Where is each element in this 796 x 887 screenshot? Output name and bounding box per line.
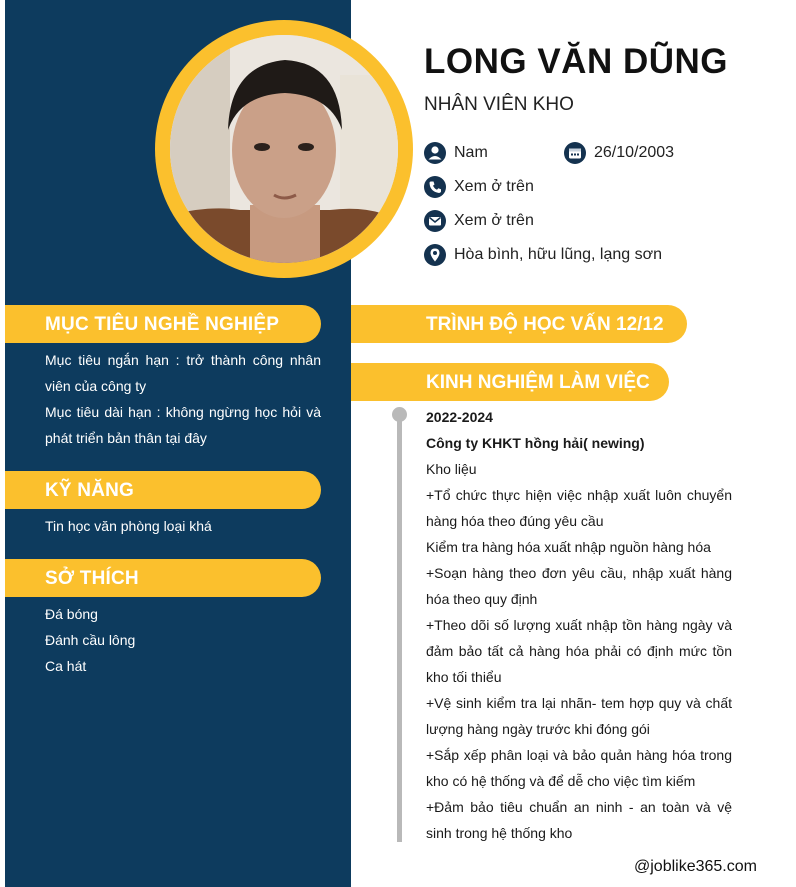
- experience-company: Công ty KHKT hồng hải( newing): [426, 435, 645, 451]
- hobbies-title: SỞ THÍCH: [45, 568, 139, 589]
- career-goal-long-term: Mục tiêu dài hạn : không ngừng học hỏi và phát triển bản thân tại đây: [45, 404, 321, 446]
- birthdate-row: [564, 142, 674, 164]
- experience-line: +Vệ sinh kiểm tra lại nhãn- tem hợp quy và chất lượng hàng ngày trước khi đóng gói: [426, 695, 732, 737]
- phone-value: Xem ở trên: [454, 178, 534, 195]
- experience-line: Kho liệu: [426, 461, 477, 477]
- watermark-text: @joblike365.com: [634, 858, 757, 875]
- user-circle-icon: [424, 142, 446, 164]
- career-goal-heading: [5, 305, 321, 343]
- skill-item: Tin học văn phòng loại khá: [45, 518, 212, 534]
- experience-line: +Theo dõi số lượng xuất nhập tồn hàng ngày và đảm bảo tất cả hàng hóa phải có định mức tồn kho tối thiểu: [426, 617, 732, 685]
- avatar-ring: [155, 20, 413, 278]
- avatar-photo: [170, 35, 398, 263]
- skills-content: [45, 513, 321, 539]
- hobbies-content: [45, 601, 321, 679]
- experience-period: 2022-2024: [426, 409, 493, 425]
- career-goal-title: MỤC TIÊU NGHỀ NGHIỆP: [45, 314, 280, 335]
- hobby-item: Đánh cầu lông: [45, 632, 136, 648]
- education-heading: [351, 305, 687, 343]
- hobbies-heading: [5, 559, 321, 597]
- experience-line: +Đảm bảo tiêu chuẩn an ninh - an toàn và vệ sinh trong hệ thống kho: [426, 799, 732, 841]
- email-value: Xem ở trên: [454, 212, 534, 229]
- career-goal-content: [45, 347, 321, 451]
- experience-line: Kiểm tra hàng hóa xuất nhập nguồn hàng hóa: [426, 539, 711, 555]
- mail-icon: [424, 210, 446, 232]
- phone-row: [424, 176, 534, 198]
- address-value: Hòa bình, hữu lũng, lạng sơn: [454, 246, 663, 263]
- skills-title: KỸ NĂNG: [45, 480, 135, 501]
- birthdate-value: 26/10/2003: [594, 144, 675, 161]
- education-title: TRÌNH ĐỘ HỌC VẤN 12/12: [426, 314, 664, 335]
- timeline-dot: [392, 407, 407, 422]
- location-pin-icon: [424, 244, 446, 266]
- candidate-name: LONG VĂN DŨNG: [424, 42, 728, 81]
- experience-line: +Tổ chức thực hiện việc nhập xuất luôn chuyển hàng hóa theo đúng yêu cầu: [426, 487, 732, 529]
- experience-heading: [351, 363, 669, 401]
- avatar: [170, 35, 398, 263]
- calendar-icon: [564, 142, 586, 164]
- career-goal-short-term: Mục tiêu ngắn hạn : trở thành công nhân viên của công ty: [45, 352, 321, 394]
- job-title: NHÂN VIÊN KHO: [424, 94, 574, 115]
- experience-entry: [426, 404, 732, 846]
- experience-line: +Soạn hàng theo đơn yêu cầu, nhập xuất hàng hóa theo quy định: [426, 565, 732, 607]
- experience-title: KINH NGHIỆM LÀM VIỆC: [426, 372, 650, 393]
- timeline-line: [397, 414, 402, 842]
- hobby-item: Đá bóng: [45, 606, 98, 622]
- address-row: [424, 244, 662, 266]
- hobby-item: Ca hát: [45, 658, 87, 674]
- email-row: [424, 210, 534, 232]
- skills-heading: [5, 471, 321, 509]
- experience-line: +Sắp xếp phân loại và bảo quản hàng hóa trong kho có hệ thống và để dễ cho việc tìm kiếm: [426, 747, 732, 789]
- phone-icon: [424, 176, 446, 198]
- gender-row: [424, 142, 488, 164]
- gender-value: Nam: [454, 144, 488, 161]
